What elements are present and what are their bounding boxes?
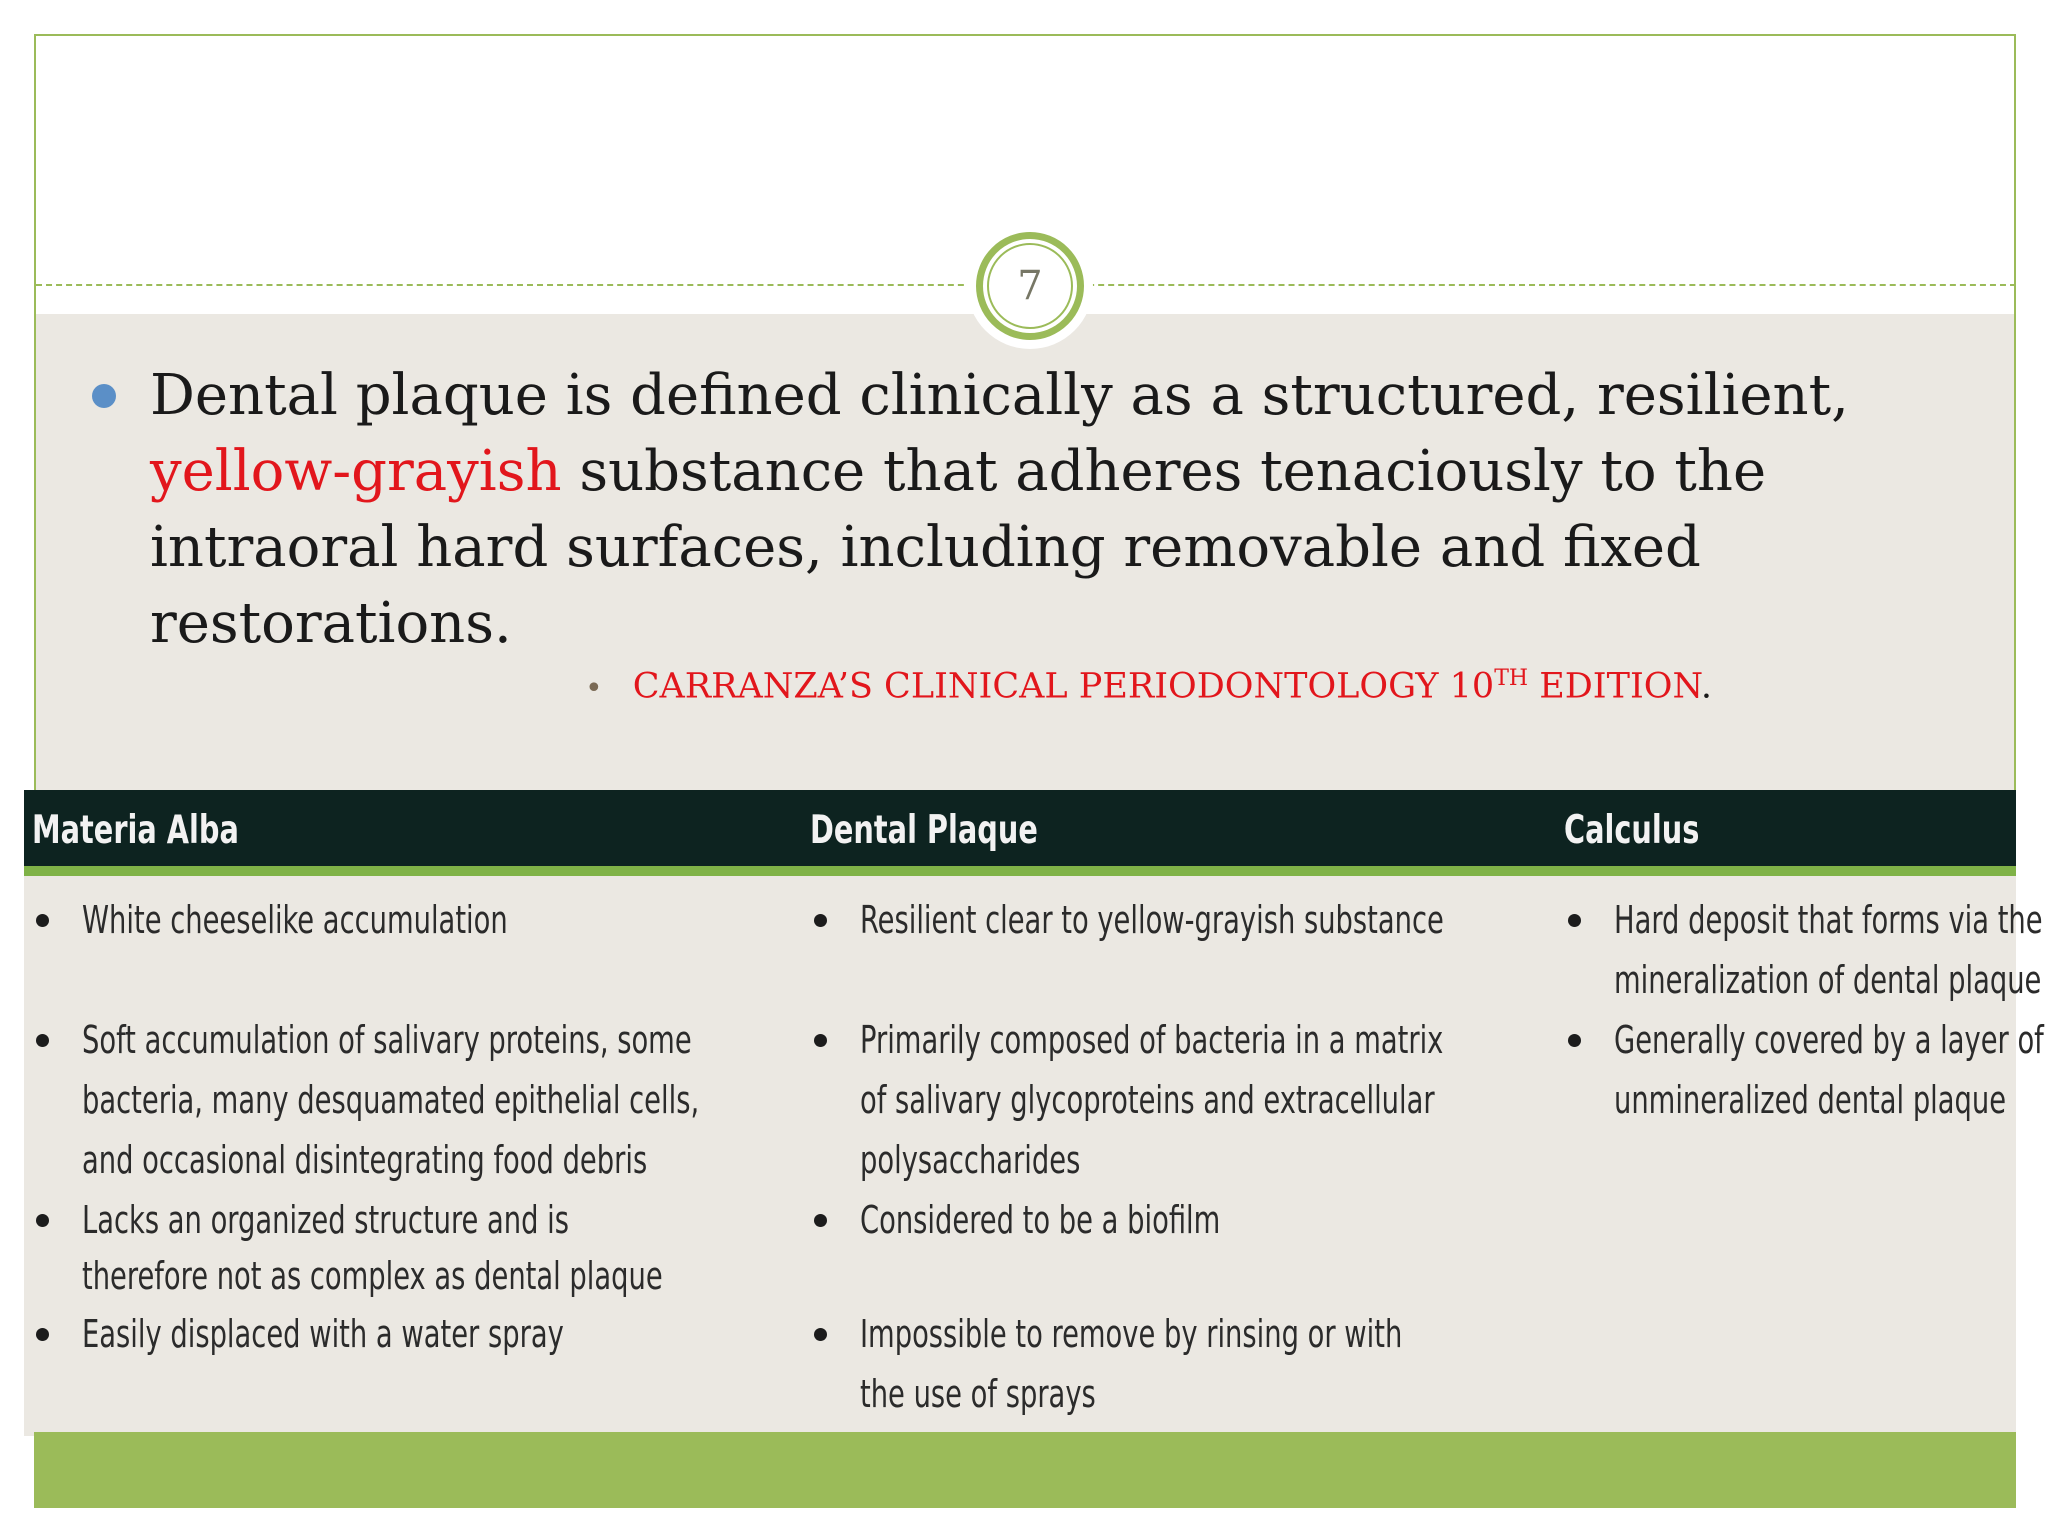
definition-line-4: restorations. [150, 591, 512, 656]
citation-period: . [1700, 666, 1713, 707]
definition-line-2: substance that adheres tenaciously to the [579, 439, 1767, 504]
list-item [36, 890, 776, 950]
list-item-continuation [1568, 1070, 2008, 1130]
citation [585, 666, 1712, 707]
slide-number: 7 [987, 243, 1073, 329]
bullet-icon [814, 1214, 827, 1227]
list-item [814, 1190, 1514, 1250]
bullet-icon [814, 914, 827, 927]
cell-text: Considered to be a biofilm [860, 1198, 1221, 1242]
list-item-continuation [814, 1364, 1514, 1424]
citation-superscript: TH [1494, 666, 1529, 691]
cell-text: White cheeselike accumulation [82, 898, 508, 942]
bullet-icon [1568, 1034, 1581, 1047]
cell-text: Hard deposit that forms via the [1614, 898, 2043, 942]
cell-text: Soft accumulation of salivary proteins, some [82, 1018, 692, 1062]
list-item-continuation [1568, 950, 2042, 1010]
bullet-icon [36, 1328, 49, 1341]
cell-text: Resilient clear to yellow-grayish substance [860, 898, 1444, 942]
comparison-table [24, 790, 2044, 1436]
definition-highlight: yellow-grayish [150, 439, 562, 504]
bullet-dot-icon [92, 384, 116, 408]
list-item-continuation [36, 1130, 776, 1190]
cell-text: and occasional disintegrating food debris [82, 1138, 648, 1182]
bullet-icon [36, 1214, 49, 1227]
list-item-continuation [36, 1070, 776, 1130]
list-item [814, 1304, 1514, 1364]
cell-text: bacteria, many desquamated epithelial cells, [82, 1078, 700, 1122]
cell-text: of salivary glycoproteins and extracellular [860, 1078, 1435, 1122]
bullet-icon [36, 1034, 49, 1047]
definition-line-1: Dental plaque is defined clinically as a structured, resilient, [150, 363, 1849, 428]
citation-text: CARRANZA’S CLINICAL PERIODONTOLOGY 10 [632, 666, 1495, 707]
list-item [36, 1304, 776, 1364]
list-item [814, 1010, 1514, 1070]
definition-line-3: intraoral hard surfaces, including removable and fixed [150, 515, 1701, 580]
cell-text: the use of sprays [860, 1372, 1096, 1416]
list-item-continuation [814, 1130, 1514, 1190]
list-item [1568, 1010, 2044, 1070]
cell-text: Generally covered by a layer of [1614, 1018, 2044, 1062]
cell-text: mineralization of dental plaque [1614, 958, 2042, 1002]
table-header-row [24, 790, 2016, 876]
cell-text: Impossible to remove by rinsing or with [860, 1312, 1403, 1356]
cell-text: Easily displaced with a water spray [82, 1312, 564, 1356]
header-materia-alba: Materia Alba [32, 808, 239, 853]
list-item [1568, 890, 2043, 950]
definition-text [150, 358, 1850, 662]
citation-suffix: EDITION [1528, 666, 1701, 707]
list-item [36, 1190, 776, 1250]
header-calculus: Calculus [1564, 808, 1700, 853]
cell-text: Primarily composed of bacteria in a matrix [860, 1018, 1444, 1062]
citation-bullet-icon: • [585, 670, 603, 706]
list-item [36, 1010, 776, 1070]
list-item-continuation [36, 1246, 776, 1306]
footer-bar [34, 1432, 2016, 1506]
bullet-icon [1568, 914, 1581, 927]
cell-text: polysaccharides [860, 1138, 1081, 1182]
bullet-icon [814, 1034, 827, 1047]
list-item [814, 890, 1514, 950]
bullet-icon [36, 914, 49, 927]
list-item-continuation [814, 1070, 1514, 1130]
cell-text: Lacks an organized structure and is [82, 1198, 570, 1242]
cell-text: therefore not as complex as dental plaque [82, 1254, 663, 1298]
header-dental-plaque: Dental Plaque [810, 808, 1038, 853]
bullet-icon [814, 1328, 827, 1341]
slide-number-badge [976, 232, 1084, 340]
cell-text: unmineralized dental plaque [1614, 1078, 2007, 1122]
